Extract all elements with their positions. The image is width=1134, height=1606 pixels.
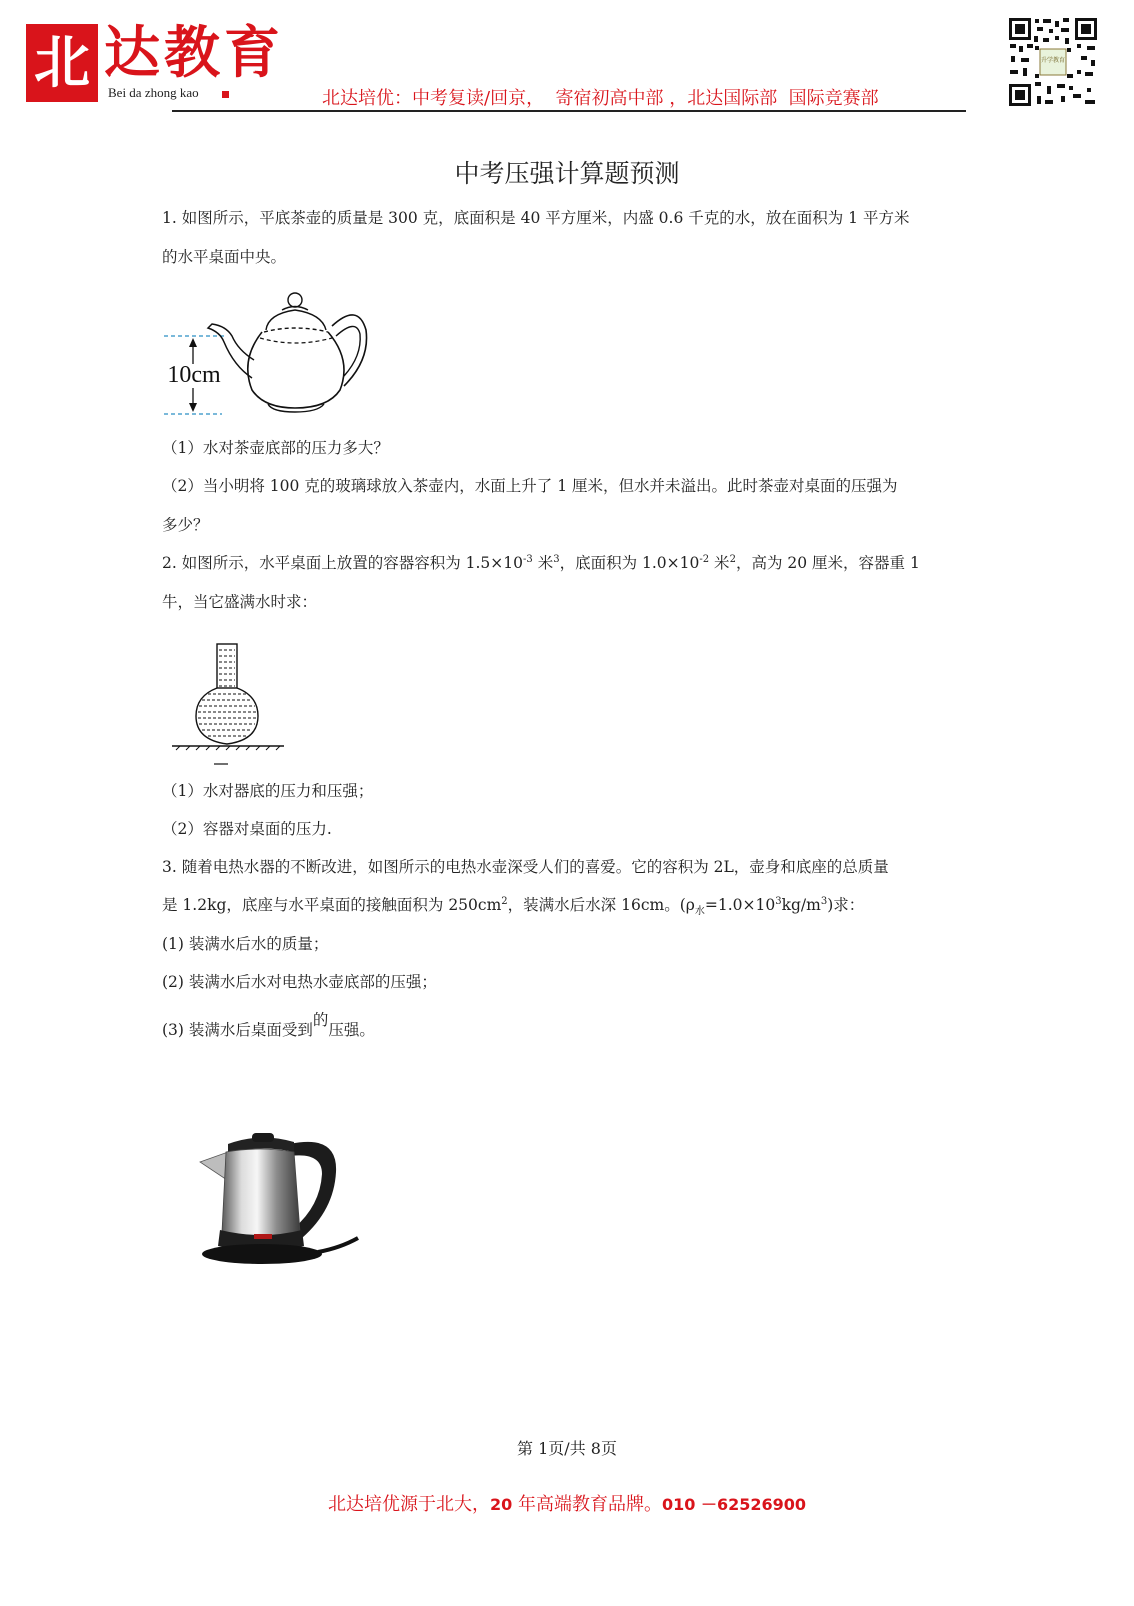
p2-stem-line2: 牛，当它盛满水时求： — [162, 593, 318, 611]
header-slogan: 北达培优：中考复读/回京， 寄宿初高中部 ，北达国际部 国际竞赛部 — [322, 88, 879, 109]
p1-q2-line1: （2）当小明将 100 克的玻璃球放入茶壶内，水面上升了 1 厘米，但水并未溢出。此时茶壶对桌面的压强为 — [162, 477, 898, 495]
header-divider — [172, 110, 966, 112]
logo-text: 达教育 — [104, 20, 284, 86]
p2-stem-line1: 2. 如图所示，水平桌面上放置的容器容积为 $1.5\times 10^{-3}$ 米$^3$，底面积为 $1.0\times 10^{-2}$ 米$^2$，高为 20 厘米，容器重 1 — [162, 553, 920, 572]
teapot-figure — [160, 290, 375, 420]
flask-figure — [172, 640, 292, 770]
qr-label: 升学教育 — [1040, 57, 1066, 64]
p1-q2-line2: 多少？ — [162, 516, 209, 534]
p2-q2: （2）容器对桌面的压力. — [162, 820, 332, 838]
p1-stem-line2: 的水平桌面中央。 — [162, 248, 287, 266]
p2-q1: （1）水对器底的压力和压强； — [162, 782, 374, 800]
p1-stem-line1: 1. 如图所示，平底茶壶的质量是 300 克，底面积是 40 平方厘米，内盛 0.6 千克的水，放在面积为 1 平方米 — [162, 209, 910, 227]
p1-q1: （1）水对茶壶底部的压力多大？ — [162, 439, 389, 457]
footer-advertisement: 北达培优源于北大，20 年高端教育品牌。010 －62526900 — [327, 1494, 807, 1515]
electric-kettle-image — [190, 1130, 360, 1295]
page-number: 第 1页/共 8页 — [517, 1439, 617, 1458]
logo-square — [222, 91, 229, 98]
page-title: 中考压强计算题预测 — [454, 159, 680, 188]
p3-stem-line2: 是 1.2kg，底座与水平桌面的接触面积为 $250cm^2$，装满水后水深 16cm。$(\rho_水=1.0\times 10^3kg/m^3)$求： — [162, 895, 865, 918]
qr-code-icon — [1007, 16, 1099, 108]
teapot-height-label: 10cm — [167, 362, 221, 388]
p3-stem-line1: 3. 随着电热水器的不断改进，如图所示的电热水壶深受人们的喜爱。它的容积为 2L，壶身和底座的总质量 — [162, 858, 889, 876]
logo-char: 北 — [34, 30, 90, 96]
logo-pinyin: Bei da zhong kao — [108, 85, 199, 100]
p3-q3: (3) 装满水后桌面受到的压强。 — [162, 1011, 375, 1039]
p3-q1: (1) 装满水后水的质量； — [162, 935, 329, 953]
p3-q2: (2) 装满水后水对电热水壶底部的压强； — [162, 973, 437, 991]
